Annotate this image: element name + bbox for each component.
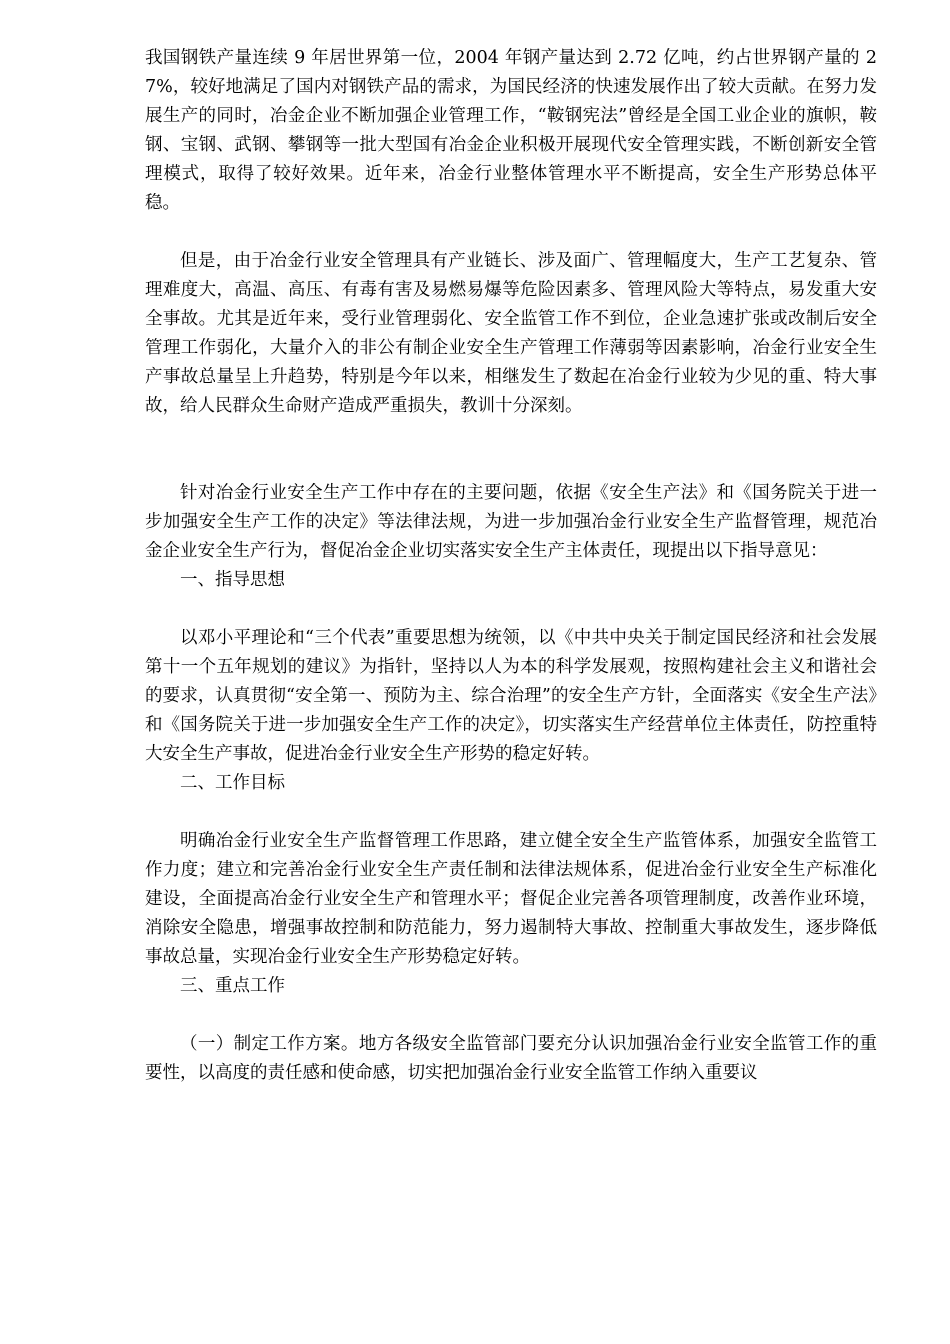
paragraph-safety-problems: 但是，由于冶金行业安全管理具有产业链长、涉及面广、管理幅度大，生产工艺复杂、管理难度大，高温、高压、有毒有害及易燃易爆等危险因素多、管理风险大等特点，易发重大安全事故。尤其是近年来，受行业管理弱化、安全监管工作不到位，企业急速扩张或改制后安全管理工作弱化，大量介入的非公有制企业安全生产管理工作薄弱等因素影响，冶金行业安全生产事故总量呈上升趋势，特别是今年以来，相继发生了数起在冶金行业较为少见的重、特大事故，给人民群众生命财产造成严重损失，教训十分深刻。 <box>145 251 877 416</box>
document-body <box>145 44 877 1088</box>
paragraph-guidance-purpose: 针对冶金行业安全生产工作中存在的主要问题，依据《安全生产法》和《国务院关于进一步加强安全生产工作的决定》等法律法规，为进一步加强冶金行业安全生产监督管理，规范冶金企业安全生产行为，督促冶金企业切实落实安全生产主体责任，现提出以下指导意见： <box>145 483 877 561</box>
paragraph-work-plan: （一）制定工作方案。地方各级安全监管部门要充分认识加强冶金行业安全监管工作的重要性，以高度的责任感和使命感，切实把加强冶金行业安全监管工作纳入重要议 <box>145 1034 877 1083</box>
section-heading-key-work: 三、重点工作 <box>180 976 285 996</box>
paragraph-work-goals: 明确冶金行业安全生产监督管理工作思路，建立健全安全生产监管体系，加强安全监管工作力度；建立和完善冶金行业安全生产责任制和法律法规体系，促进冶金行业安全生产标准化建设，全面提高冶金行业安全生产和管理水平；督促企业完善各项管理制度，改善作业环境，消除安全隐患，增强事故控制和防范能力，努力遏制特大事故、控制重大事故发生，逐步降低事故总量，实现冶金行业安全生产形势稳定好转。 <box>145 831 877 967</box>
paragraph-steel-output: 我国钢铁产量连续 9 年居世界第一位，2004 年钢产量达到 2.72 亿吨，约占世界钢产量的 27%，较好地满足了国内对钢铁产品的需求，为国民经济的快速发展作出了较大贡献。在努力发展生产的同时，冶金企业不断加强企业管理工作，“鞍钢宪法”曾经是全国工业企业的旗帜，鞍钢、宝钢、武钢、攀钢等一批大型国有冶金企业积极开展现代安全管理实践，不断创新安全管理模式，取得了较好效果。近年来，冶金行业整体管理水平不断提高，安全生产形势总体平稳。 <box>145 48 877 213</box>
paragraph-guiding-ideology: 以邓小平理论和“三个代表”重要思想为统领，以《中共中央关于制定国民经济和社会发展第十一个五年规划的建议》为指针，坚持以人为本的科学发展观，按照构建社会主义和谐社会的要求，认真贯彻“安全第一、预防为主、综合治理”的安全生产方针，全面落实《安全生产法》和《国务院关于进一步加强安全生产工作的决定》，切实落实生产经营单位主体责任，防控重特大安全生产事故，促进冶金行业安全生产形势的稳定好转。 <box>145 628 877 764</box>
section-heading-guiding-ideology: 一、指导思想 <box>180 570 285 590</box>
section-heading-work-goals: 二、工作目标 <box>180 773 285 793</box>
